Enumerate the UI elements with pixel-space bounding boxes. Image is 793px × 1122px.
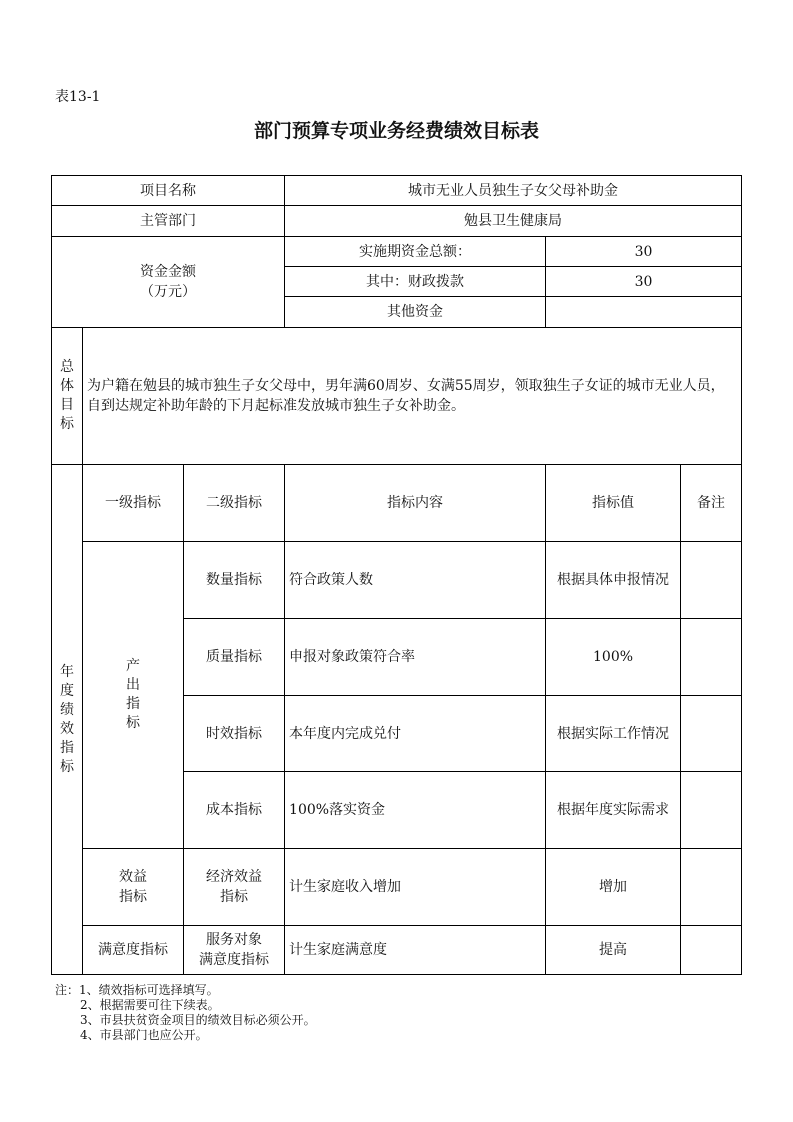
department-row [52,206,742,237]
output-content-quantity: 符合政策人数 [285,542,546,619]
output-level2-timeliness: 时效指标 [184,696,285,772]
output-value-quality: 100% [546,619,681,696]
table-row [52,542,742,619]
benefit-value: 增加 [546,849,681,926]
output-content-timeliness: 本年度内完成兑付 [285,696,546,772]
satisfaction-level1: 满意度指标 [83,926,184,975]
page-title: 部门预算专项业务经费绩效目标表 [253,120,539,142]
overall-goal-row [52,328,742,465]
output-level2-cost: 成本指标 [184,772,285,849]
header-level2: 二级指标 [184,465,285,542]
satisfaction-remark [681,926,742,975]
overall-goal-label: 总体目标 [52,328,83,465]
satisfaction-content: 计生家庭满意度 [285,926,546,975]
output-indicators-label: 产出指标 [83,542,184,849]
output-remark-quantity [681,542,742,619]
benefit-remark [681,849,742,926]
header-level1: 一级指标 [83,465,184,542]
overall-goal-text: 为户籍在勉县的城市独生子女父母中，男年满60周岁、女满55周岁，领取独生子女证的城市无业人员，自到达规定补助年龄的下月起标准发放城市独生子女补助金。 [83,328,742,465]
footnotes [55,983,316,1043]
output-value-cost: 根据年度实际需求 [546,772,681,849]
funds-other-value [546,297,742,328]
funds-fiscal-label: 其中：财政拨款 [285,267,546,297]
satisfaction-level2: 服务对象 满意度指标 [184,926,285,975]
table-row [52,849,742,926]
output-content-cost: 100%落实资金 [285,772,546,849]
funds-label-line2: （万元） [140,284,197,300]
benefit-content: 计生家庭收入增加 [285,849,546,926]
funds-label [52,237,285,328]
funds-other-label: 其他资金 [285,297,546,328]
output-value-quantity: 根据具体申报情况 [546,542,681,619]
header-remark: 备注 [681,465,742,542]
output-value-timeliness: 根据实际工作情况 [546,696,681,772]
output-remark-quality [681,619,742,696]
project-label: 项目名称 [52,176,285,206]
note-1: 注：1、绩效指标可选择填写。 [55,983,219,997]
output-level2-quality: 质量指标 [184,619,285,696]
funds-total-label: 实施期资金总额： [285,237,546,267]
header-content: 指标内容 [285,465,546,542]
funds-label-line1: 资金金额 [140,264,197,280]
annual-indicators-label: 年度绩效指标 [52,465,83,975]
output-remark-timeliness [681,696,742,772]
funds-fiscal-value: 30 [546,267,742,297]
satisfaction-value: 提高 [546,926,681,975]
note-2: 2、根据需要可往下续表。 [80,998,220,1012]
funds-total-row [52,237,742,267]
department-label: 主管部门 [52,206,285,237]
output-content-quality: 申报对象政策符合率 [285,619,546,696]
department-value: 勉县卫生健康局 [285,206,742,237]
header-value: 指标值 [546,465,681,542]
table-row [52,926,742,975]
note-3: 3、市县扶贫资金项目的绩效目标必须公开。 [80,1013,316,1027]
output-level2-quantity: 数量指标 [184,542,285,619]
project-value: 城市无业人员独生子女父母补助金 [285,176,742,206]
table-number: 表13-1 [55,89,101,105]
benefit-level2: 经济效益 指标 [184,849,285,926]
project-row [52,176,742,206]
annual-header-row [52,465,742,542]
note-4: 4、市县部门也应公开。 [80,1028,208,1042]
output-remark-cost [681,772,742,849]
funds-total-value: 30 [546,237,742,267]
benefit-level1: 效益 指标 [83,849,184,926]
performance-target-table [51,175,742,975]
